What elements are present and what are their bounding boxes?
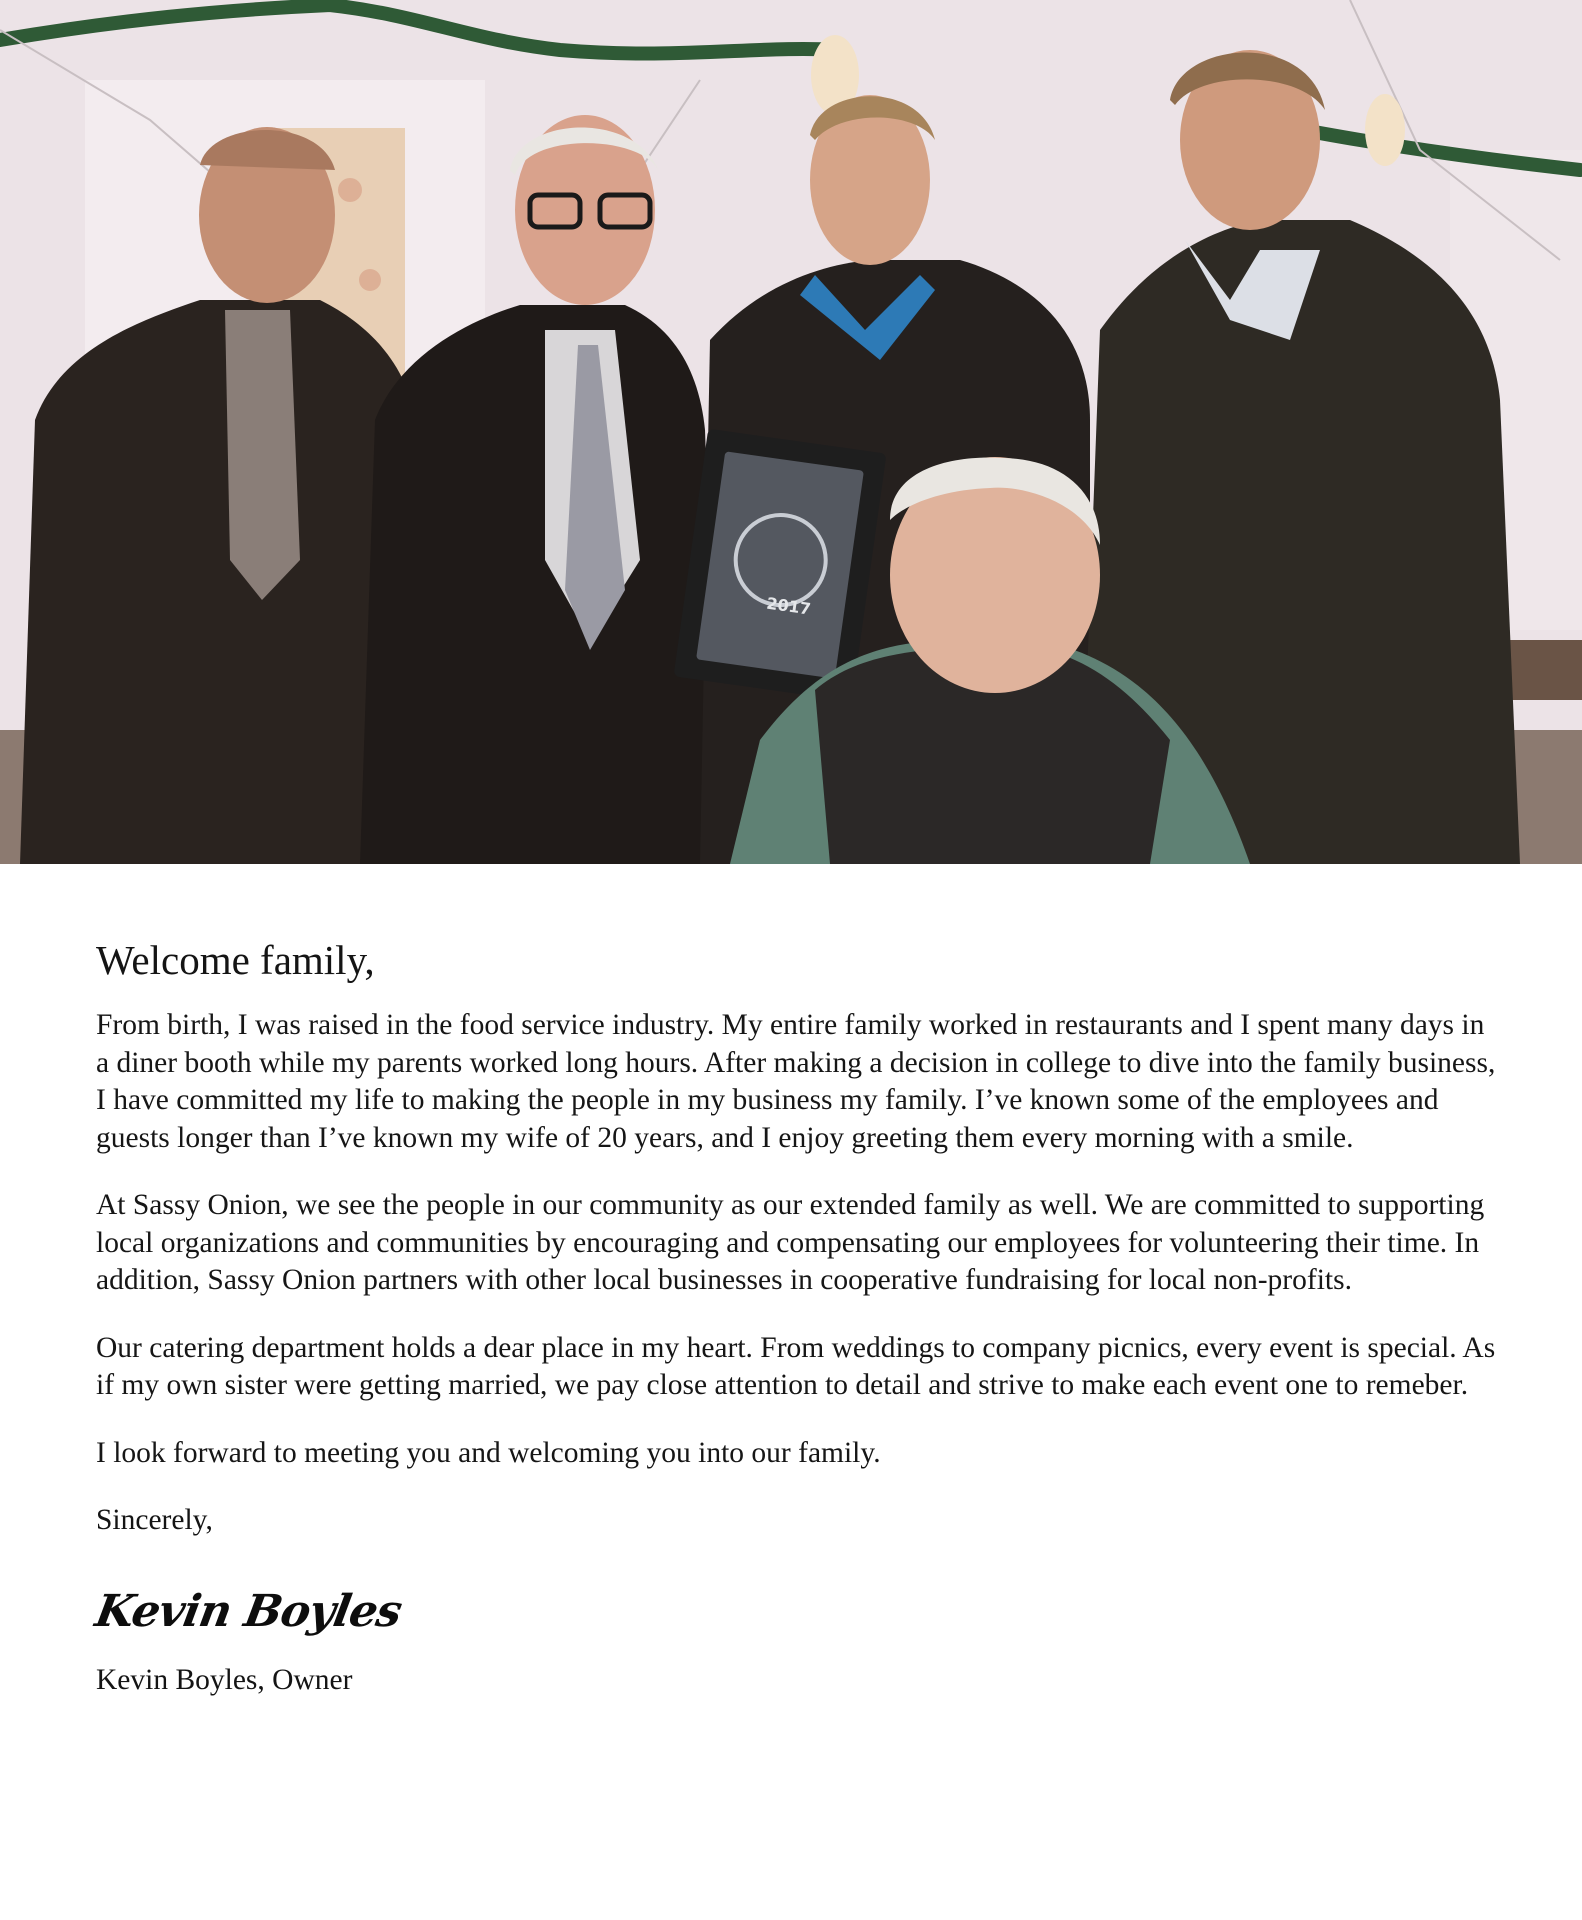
letter-paragraph: I look forward to meeting you and welcoming you into our family. xyxy=(96,1436,881,1469)
letter-paragraph: At Sassy Onion, we see the people in our community as our extended family as well. We are committed to supporting local organizations and communities by encouraging and compensating our employees for volunteering their time. In addition, Sassy Onion partners with other local businesses in cooperative fundraising for local non-profits. xyxy=(96,1189,1485,1296)
signature: Kevin Boyles xyxy=(91,1585,406,1637)
group-photo xyxy=(0,0,1582,864)
letter-paragraph: From birth, I was raised in the food service industry. My entire family worked in restaurants and I spent many days in a diner booth while my parents worked long hours. After making a decision in college to dive into the family business, I have committed my life to making the people in my business my family. I’ve known some of the employees and guests longer than I’ve known my wife of 20 years, and I enjoy greeting them every morning with a smile. xyxy=(96,1009,1496,1154)
letter-greeting: Welcome family, xyxy=(96,937,375,983)
welcome-letter xyxy=(91,935,1496,1699)
letter-paragraph: Our catering department holds a dear place in my heart. From weddings to company picnics, every event is special. As if my own sister were getting married, we pay close attention to detail and strive to make each event one to remeber. xyxy=(96,1331,1496,1401)
letter-signoff: Kevin Boyles, Owner xyxy=(96,1663,353,1696)
group-photo-illustration xyxy=(0,0,1582,864)
award-year: 2017 xyxy=(765,593,813,619)
letter-closing: Sincerely, xyxy=(96,1504,213,1536)
